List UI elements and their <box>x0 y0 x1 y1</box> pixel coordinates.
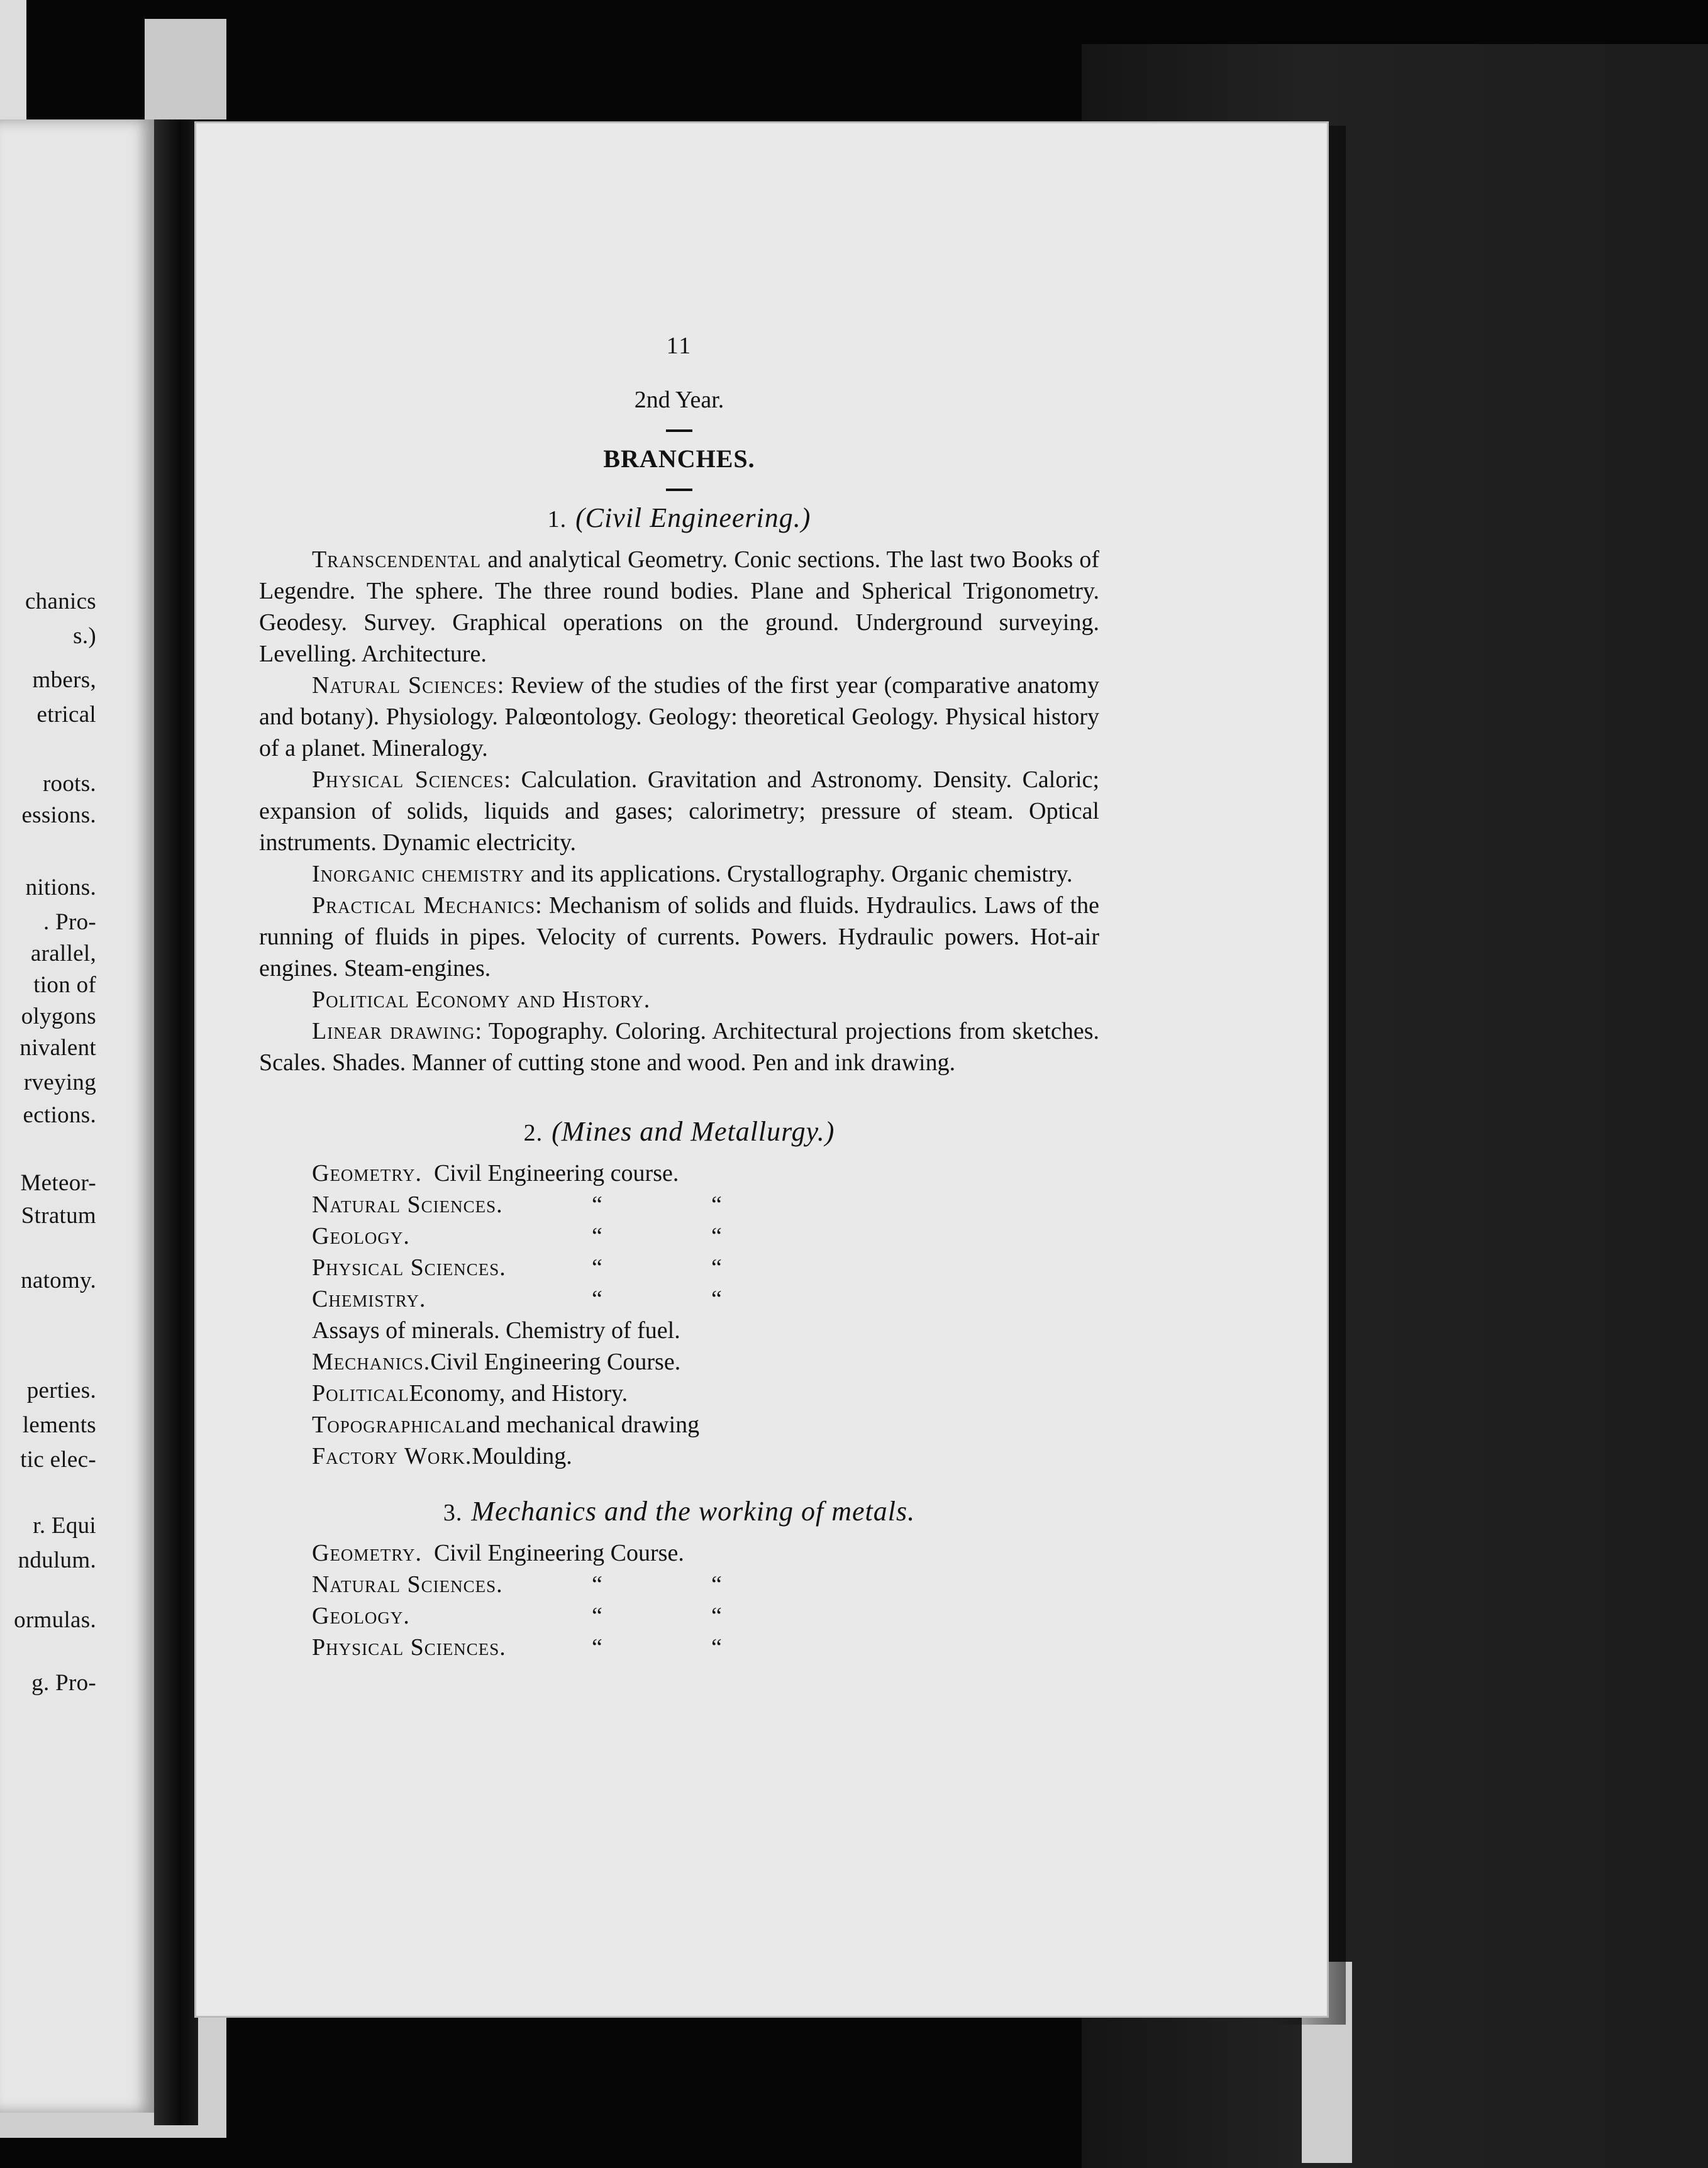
previous-page-text: r. Equi <box>33 1513 96 1539</box>
course-line <box>312 1441 1099 1472</box>
subject-label: Inorganic chemistry <box>312 861 525 887</box>
course-row <box>312 1252 1099 1283</box>
subject-label: Natural Sciences <box>312 672 497 699</box>
civil-engineering-paragraphs <box>259 544 1099 1078</box>
course-row <box>312 1158 1099 1189</box>
mines-course-rows <box>312 1158 1099 1315</box>
ditto-mark: “ <box>711 1634 722 1661</box>
ditto-mark: “ <box>711 1254 722 1281</box>
ditto-mark: “ <box>711 1223 722 1249</box>
ditto-mark: “ <box>592 1571 602 1598</box>
subject-label: Physical Sciences. <box>312 1254 506 1281</box>
previous-page-text: lements <box>22 1412 96 1438</box>
page-number: 11 <box>666 333 692 359</box>
course-text: Civil Engineering course. <box>421 1160 679 1186</box>
paragraph <box>259 890 1099 984</box>
course-line <box>312 1346 1099 1378</box>
previous-page-text: Meteor- <box>20 1170 96 1196</box>
mechanics-course-rows <box>312 1537 1099 1663</box>
section-title-mines-metallurgy: 2. (Mines and Metallurgy.) <box>523 1116 835 1147</box>
course-line <box>312 1315 1099 1346</box>
paragraph-text: : Topography. Coloring. Architectural projections from sketches. Scales. Shades. Manner of cutting stone and wood. Pen and ink drawing. <box>259 1018 1099 1076</box>
paragraph-text: : Mechanism of solids and fluids. Hydraulics. Laws of the running of fluids in pipes. Velocity of currents. Powers. Hydraulic powers. Hot-air engines. Steam-engines. <box>259 892 1099 982</box>
previous-page-text: arallel, <box>30 941 96 966</box>
paragraph <box>259 670 1099 764</box>
heading-rule <box>666 429 692 432</box>
ditto-mark: “ <box>592 1223 602 1249</box>
course-line <box>312 1409 1099 1441</box>
previous-page-text: etrical <box>36 702 96 727</box>
course-row <box>312 1632 1099 1663</box>
previous-page-text: ndulum. <box>18 1547 96 1573</box>
course-row <box>312 1189 1099 1220</box>
subject-label: Factory Work. <box>312 1443 472 1469</box>
subject-label: Political <box>312 1380 409 1407</box>
ditto-mark: “ <box>711 1603 722 1629</box>
previous-page-text: essions. <box>21 802 96 828</box>
paragraph-text: and its applications. Crystallography. Organic chemistry. <box>524 861 1073 887</box>
course-row <box>312 1283 1099 1315</box>
previous-page-text: chanics <box>25 589 96 614</box>
previous-page-text: Stratum <box>21 1203 96 1229</box>
course-text: Civil Engineering Course. <box>421 1540 684 1566</box>
page-edge-strip <box>145 19 226 119</box>
subject-label: Geology. <box>312 1223 410 1249</box>
mines-course-lines <box>312 1315 1099 1472</box>
previous-page-text: tic elec- <box>20 1447 96 1473</box>
subject-label: Transcendental <box>312 546 482 573</box>
previous-page-text: nivalent <box>19 1035 96 1061</box>
year-heading: 2nd Year. <box>634 387 724 413</box>
paragraph <box>259 1015 1099 1078</box>
ditto-mark: “ <box>592 1603 602 1629</box>
ditto-mark: “ <box>711 1571 722 1598</box>
ditto-mark: “ <box>592 1192 602 1218</box>
subject-label: Physical Sciences. <box>312 1634 506 1661</box>
previous-page-text: g. Pro- <box>31 1670 96 1696</box>
previous-page-text: tion of <box>33 972 96 998</box>
previous-page-text: s.) <box>73 623 96 649</box>
section-title-mechanics-metals: 3. Mechanics and the working of metals. <box>443 1496 916 1527</box>
previous-page-text: olygons <box>21 1004 96 1029</box>
previous-page-text: mbers, <box>32 667 96 693</box>
subject-label: Natural Sciences. <box>312 1192 503 1218</box>
previous-page-text: natomy. <box>21 1268 96 1293</box>
subject-label: Topographical <box>312 1412 466 1438</box>
course-text: Assays of minerals. Chemistry of fuel. <box>312 1317 680 1344</box>
branches-heading: BRANCHES. <box>603 445 755 473</box>
previous-page-text: nitions. <box>25 875 96 900</box>
subject-label: Geometry. <box>312 1160 422 1186</box>
course-text: Civil Engineering Course. <box>430 1349 681 1375</box>
ditto-mark: “ <box>592 1286 602 1312</box>
course-line <box>312 1378 1099 1409</box>
previous-page-text: ormulas. <box>14 1607 96 1633</box>
previous-page-text: ections. <box>23 1102 96 1128</box>
previous-page-text: roots. <box>42 771 96 797</box>
course-text: Economy, and History. <box>409 1380 628 1407</box>
subject-label: Geology. <box>312 1603 410 1629</box>
course-row <box>312 1537 1099 1569</box>
subject-label: Geometry. <box>312 1540 422 1566</box>
subject-label: Political Economy and History. <box>312 987 651 1013</box>
subject-label: Linear drawing <box>312 1018 475 1044</box>
paragraph <box>259 764 1099 858</box>
paragraph-text: : Calculation. Gravitation and Astronomy. Density. Caloric; expansion of solids, liquids and gases; calorimetry; pressure of steam. Optical instruments. Dynamic electricity. <box>259 766 1099 856</box>
subject-label: Physical Sciences <box>312 766 504 793</box>
page-edge-strip <box>0 0 26 119</box>
ditto-mark: “ <box>711 1192 722 1218</box>
course-row <box>312 1220 1099 1252</box>
course-row <box>312 1569 1099 1600</box>
course-row <box>312 1600 1099 1632</box>
paragraph-text: and analytical Geometry. Conic sections. The last two Books of Legendre. The sphere. The three round bodies. Plane and Spherical Trigonometry. Geodesy. Survey. Graphical operations on the ground. Underground surveying. Levelling. Architecture. <box>259 546 1099 667</box>
heading-rule <box>666 489 692 491</box>
page-content <box>259 318 1099 1663</box>
subject-label: Chemistry. <box>312 1286 426 1312</box>
previous-page-text: . Pro- <box>43 909 96 935</box>
ditto-mark: “ <box>592 1634 602 1661</box>
paragraph-text: : Review of the studies of the first year (comparative anatomy and botany). Physiology. Palœontology. Geology: theoretical Geology. Physical history of a planet. Mineralogy. <box>259 672 1099 761</box>
book-gutter <box>154 119 198 2125</box>
ditto-mark: “ <box>711 1286 722 1312</box>
section-title-civil-engineering: 1. (Civil Engineering.) <box>547 502 811 533</box>
paragraph <box>259 984 1099 1015</box>
previous-page-text: perties. <box>26 1378 96 1403</box>
ditto-mark: “ <box>592 1254 602 1281</box>
paragraph <box>259 858 1099 890</box>
subject-label: Natural Sciences. <box>312 1571 503 1598</box>
dark-background-top <box>226 0 1708 44</box>
previous-page-fragment <box>0 119 154 2113</box>
course-text: and mechanical drawing <box>465 1412 700 1438</box>
paragraph <box>259 544 1099 670</box>
course-text: Moulding. <box>472 1443 572 1469</box>
subject-label: Mechanics. <box>312 1349 431 1375</box>
previous-page-text: rveying <box>23 1070 96 1095</box>
subject-label: Practical Mechanics <box>312 892 536 919</box>
